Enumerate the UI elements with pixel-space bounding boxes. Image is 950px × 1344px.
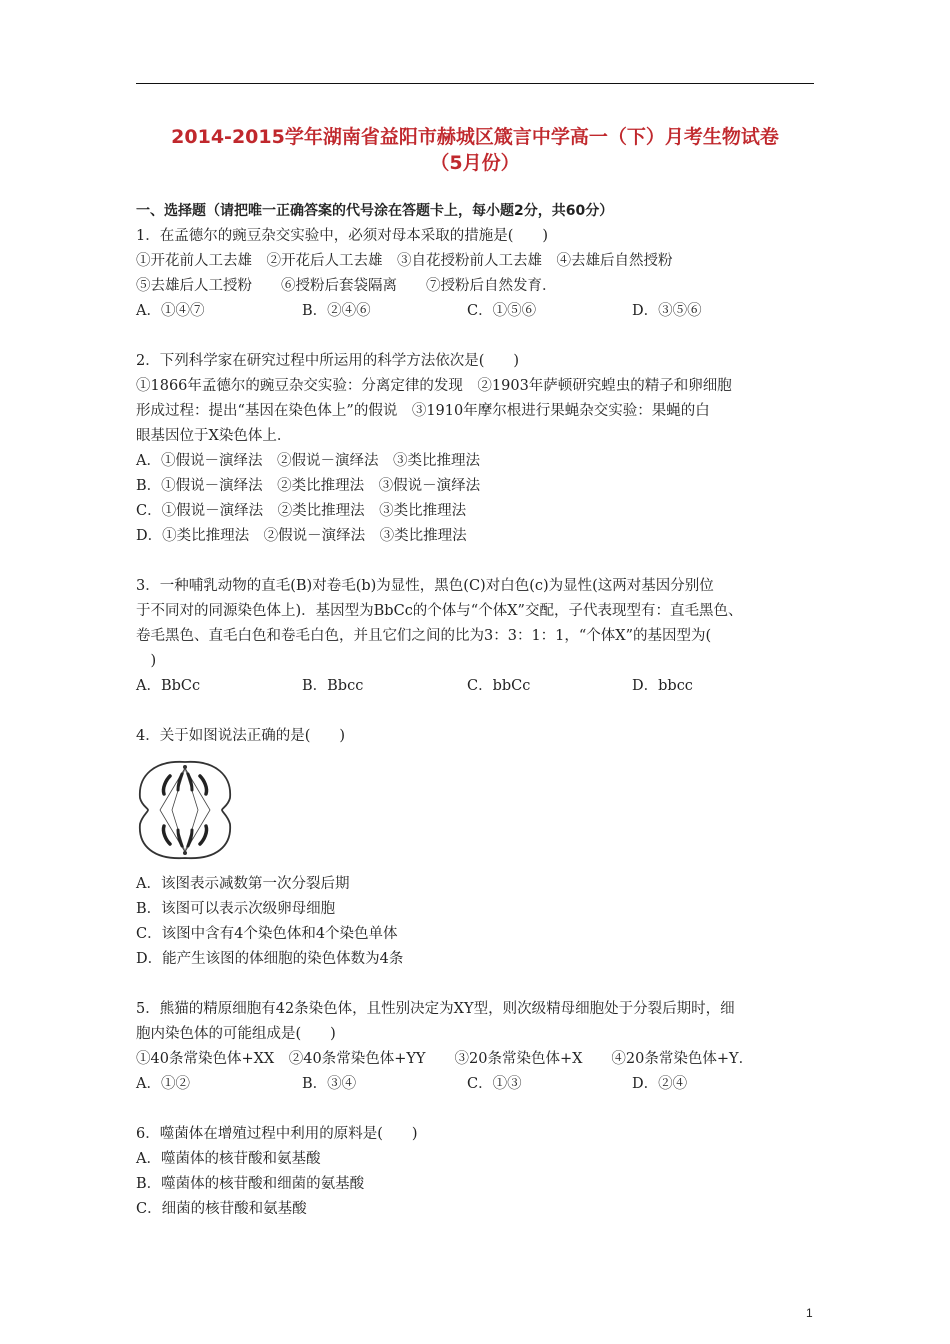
q1-items-2: ⑤去雄后人工授粉 ⑥授粉后套袋隔离 ⑦授粉后自然发育． (136, 278, 557, 294)
page-subtitle: （5月份） (430, 152, 520, 174)
q1-option-d: D．③⑤⑥ (632, 303, 702, 319)
q3-option-b: B．Bbcc (302, 678, 364, 694)
q4-option-a: A．该图表示减数第一次分裂后期 (136, 876, 350, 892)
page-number: 1 (806, 1306, 813, 1320)
q2-text-2: 形成过程：提出“基因在染色体上”的假说 ③1910年摩尔根进行果蝇杂交实验：果蝇的白 (136, 403, 710, 419)
q5-text-1: 5．熊猫的精原细胞有42条染色体，且性别决定为XY型，则次级精母细胞处于分裂后期时，细 (136, 1001, 735, 1017)
q5-option-b: B．③④ (302, 1076, 357, 1092)
q1-stem: 1．在孟德尔的豌豆杂交实验中，必须对母本采取的措施是( ) (136, 228, 549, 244)
q5-option-a: A．①② (136, 1076, 190, 1092)
q5-option-d: D．②④ (632, 1076, 688, 1092)
q3-text-2: 于不同对的同源染色体上)．基因型为BbCc的个体与“个体X”交配，子代表现型有：直毛黑色、 (136, 603, 743, 619)
q3-option-d: D．bbcc (632, 678, 693, 694)
q5-text-2: 胞内染色体的可能组成是( ) (136, 1026, 336, 1042)
q1-items-1: ①开花前人工去雄 ②开花后人工去雄 ③自花授粉前人工去雄 ④去雄后自然授粉 (136, 253, 673, 269)
q1-option-c: C．①⑤⑥ (467, 303, 537, 319)
q5-items: ①40条常染色体+XX ②40条常染色体+YY ③20条常染色体+X ④20条常染色体+Y． (136, 1051, 754, 1067)
q6-option-c: C．细菌的核苷酸和氨基酸 (136, 1201, 307, 1217)
q4-option-b: B．该图可以表示次级卵母细胞 (136, 901, 336, 917)
q2-option-c: C．①假说－演绎法 ②类比推理法 ③类比推理法 (136, 503, 467, 519)
q1-option-a: A．①④⑦ (136, 303, 205, 319)
header-rule (136, 83, 814, 84)
q4-option-d: D．能产生该图的体细胞的染色体数为4条 (136, 951, 404, 967)
q3-text-4: ) (136, 653, 157, 669)
q3-text-1: 3．一种哺乳动物的直毛(B)对卷毛(b)为显性，黑色(C)对白色(c)为显性(这两对基因分别位 (136, 578, 714, 594)
q4-stem: 4．关于如图说法正确的是( ) (136, 728, 346, 744)
q2-option-a: A．①假说－演绎法 ②假说－演绎法 ③类比推理法 (136, 453, 480, 469)
q6-stem: 6．噬菌体在增殖过程中利用的原料是( ) (136, 1126, 418, 1142)
q3-option-c: C．bbCc (467, 678, 531, 694)
q2-option-b: B．①假说－演绎法 ②类比推理法 ③假说－演绎法 (136, 478, 481, 494)
q3-option-a: A．BbCc (136, 678, 201, 694)
q2-text-1: ①1866年孟德尔的豌豆杂交实验：分离定律的发现 ②1903年萨顿研究蝗虫的精子和卵细胞 (136, 378, 732, 394)
q3-text-3: 卷毛黑色、直毛白色和卷毛白色，并且它们之间的比为3：3：1：1，“个体X”的基因型为( (136, 628, 712, 644)
q2-text-3: 眼基因位于X染色体上． (136, 428, 292, 444)
cell-division-figure (136, 758, 234, 862)
q6-option-a: A．噬菌体的核苷酸和氨基酸 (136, 1151, 321, 1167)
q2-option-d: D．①类比推理法 ②假说－演绎法 ③类比推理法 (136, 528, 467, 544)
q4-option-c: C．该图中含有4个染色体和4个染色单体 (136, 926, 398, 942)
page-title: 2014-2015学年湖南省益阳市赫城区箴言中学高一（下）月考生物试卷 (171, 126, 779, 148)
q6-option-b: B．噬菌体的核苷酸和细菌的氨基酸 (136, 1176, 365, 1192)
q5-option-c: C．①③ (467, 1076, 522, 1092)
q2-stem: 2．下列科学家在研究过程中所运用的科学方法依次是( ) (136, 353, 520, 369)
q1-option-b: B．②④⑥ (302, 303, 371, 319)
section-heading: 一、选择题（请把唯一正确答案的代号涂在答题卡上，每小题2分，共60分） (136, 203, 614, 219)
